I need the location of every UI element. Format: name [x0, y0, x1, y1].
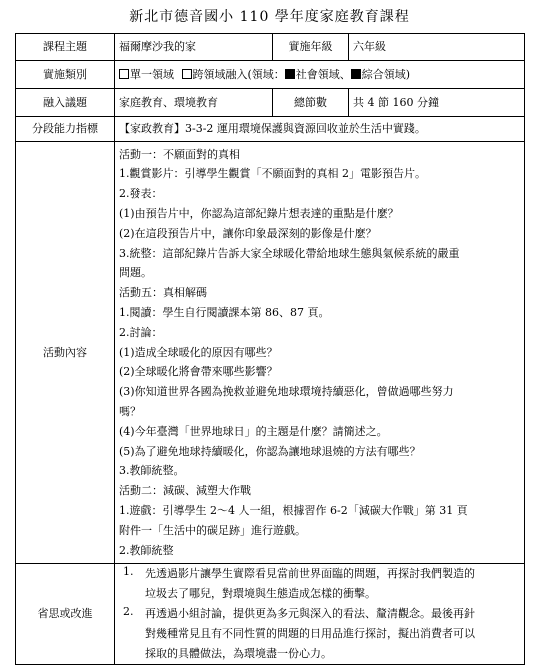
content-line: 1.遊戲：引導學生 2～4 人一組，根據習作 6-2「減碳大作戰」第 31 頁 — [119, 503, 468, 517]
reflection-number: 2. — [123, 605, 134, 618]
content-line: 附件一「生活中的碳足跡」進行遊戲。 — [119, 523, 306, 537]
content-line: (5)為了避免地球持續暖化，你認為讓地球退燒的方法有哪些？ — [119, 444, 421, 458]
reflection-line: 採取的具體做法，為環境盡一份心力。 — [145, 647, 332, 660]
checkbox-social-domain — [285, 69, 295, 79]
course-plan-table — [15, 33, 525, 665]
reflection-line: 先透過影片讓學生實際看見當前世界面臨的問題，再探討我們製造的 — [145, 567, 475, 580]
content-line: (1)由預告片中，你認為這部紀錄片想表達的重點是什麼？ — [119, 207, 399, 221]
reflection-item — [119, 564, 520, 604]
content-line: (3)你知道世界各國為挽救並避免地球環境持續惡化，曾做過哪些努力 — [119, 385, 454, 399]
type-option-cross: 跨領域融入(領域： — [192, 67, 285, 81]
type-label: 實施類別 — [16, 61, 115, 89]
content-line: (2)全球暖化將會帶來哪些影響？ — [119, 365, 278, 379]
checkbox-integrated-domain — [351, 69, 361, 79]
content-line: 3.統整：這部紀錄片告訴大家全球暖化帶給地球生態與氣候系統的嚴重 — [119, 246, 460, 260]
content-line: (2)在這段預告片中，讓你印象最深刻的影像是什麼？ — [119, 226, 377, 240]
reflect-row — [16, 564, 525, 665]
reflection-number: 1. — [123, 565, 134, 578]
issue-value: 家庭教育、環境教育 — [115, 89, 273, 117]
reflection-text — [145, 564, 520, 604]
content-line: 2.教師統整 — [119, 543, 174, 557]
issue-label: 融入議題 — [16, 89, 115, 117]
theme-row — [16, 34, 525, 61]
reflection-line: 垃圾去了哪兒，對環境與生態造成怎樣的衝擊。 — [145, 587, 376, 600]
reflection-item — [119, 604, 520, 664]
periods-label: 總節數 — [273, 89, 349, 117]
type-option-single: 單一領域 — [130, 67, 174, 81]
reflect-body — [115, 564, 525, 665]
type-value — [115, 61, 525, 89]
periods-value: 共 4 節 160 分鐘 — [349, 89, 525, 117]
issue-row — [16, 89, 525, 117]
type-option-integrated: 綜合領域) — [361, 67, 411, 81]
content-line: 2.討論： — [119, 325, 163, 339]
content-line: 活動五：真相解碼 — [119, 286, 207, 300]
content-line: (1)造成全球暖化的原因有哪些？ — [119, 345, 278, 359]
reflection-text — [145, 604, 520, 664]
ability-value: 【家政教育】3-3-2 運用環境保護與資源回收並於生活中實踐。 — [115, 117, 525, 142]
ability-label: 分段能力指標 — [16, 117, 115, 142]
reflection-line: 再透過小組討論，提供更為多元與深入的看法、釐清觀念。最後再針 — [145, 607, 475, 620]
checkbox-single-domain — [119, 69, 129, 79]
theme-value: 福爾摩沙我的家 — [115, 34, 273, 61]
type-option-social: 社會領域、 — [295, 67, 351, 81]
content-body — [115, 142, 525, 564]
content-line: 2.發表： — [119, 187, 163, 201]
theme-label: 課程主題 — [16, 34, 115, 61]
content-line: 活動二：減碳、減塑大作戰 — [119, 484, 251, 498]
content-line: 3.教師統整。 — [119, 464, 185, 478]
content-row — [16, 142, 525, 564]
grade-value: 六年級 — [349, 34, 525, 61]
content-label: 活動內容 — [16, 142, 115, 564]
type-row — [16, 61, 525, 89]
ability-row — [16, 117, 525, 142]
grade-label: 實施年級 — [273, 34, 349, 61]
content-line: 嗎？ — [119, 404, 141, 418]
content-line: 問題。 — [119, 266, 152, 280]
content-line: 1.閱讀：學生自行閱讀課本第 86、87 頁。 — [119, 306, 330, 319]
checkbox-cross-domain — [182, 69, 192, 79]
reflect-label: 省思或改進 — [16, 564, 115, 665]
content-line: 1.觀賞影片：引導學生觀賞「不願面對的真相 2」電影預告片。 — [119, 167, 426, 181]
content-line: (4)今年臺灣「世界地球日」的主題是什麼？請簡述之。 — [119, 424, 388, 438]
document-title: 新北市德音國小 110 學年度家庭教育課程 — [129, 9, 410, 25]
reflection-line: 對幾種常見且有不同性質的問題的日用品進行探討，擬出消費者可以 — [145, 627, 475, 640]
content-line: 活動一：不願面對的真相 — [119, 147, 240, 161]
